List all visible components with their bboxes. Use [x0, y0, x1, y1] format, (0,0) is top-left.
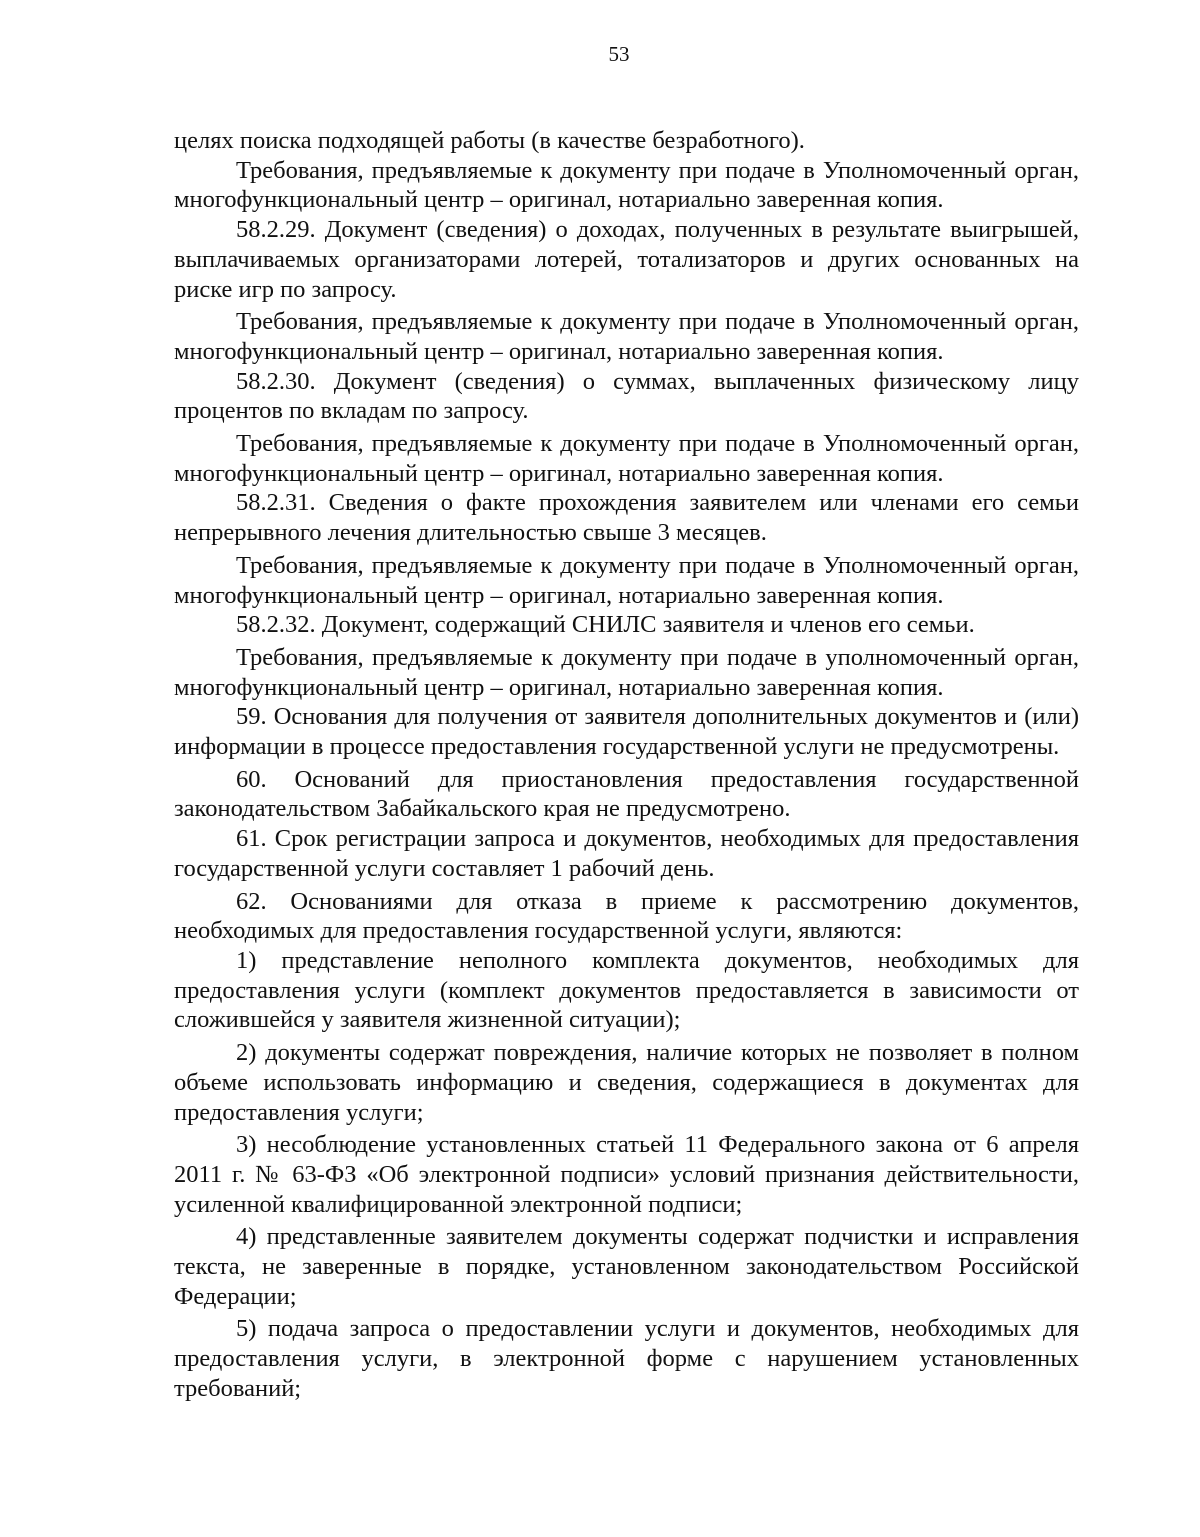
paragraph-requirements: Требования, предъявляемые к документу при подаче в уполномоченный орган, многофункциональный центр – оригинал, нотариально заверенная копия. [174, 643, 1079, 701]
paragraph-continuation: целях поиска подходящей работы (в качестве безработного). [174, 127, 805, 154]
paragraph-60: 60. Оснований для приостановления предоставления государственной законодательством Забайкальского края не предусмотрено. [174, 765, 1079, 823]
paragraph-58-2-30: 58.2.30. Документ (сведения) о суммах, выплаченных физическому лицу процентов по вкладам по запросу. [174, 367, 1079, 425]
list-item-4: 4) представленные заявителем документы содержат подчистки и исправления текста, не заверенные в порядке, установленном законодательством Российской Федерации; [174, 1223, 1079, 1310]
page-number: 53 [608, 42, 630, 66]
paragraph-62: 62. Основаниями для отказа в приеме к рассмотрению документов, необходимых для предоставления государственной услуги, являются: [174, 887, 1079, 945]
list-item-5: 5) подача запроса о предоставлении услуги и документов, необходимых для предоставления услуги, в электронной форме с нарушением установленных требований; [174, 1315, 1079, 1402]
document-body [174, 126, 1079, 1404]
paragraph-requirements: Требования, предъявляемые к документу при подаче в Уполномоченный орган, многофункциональный центр – оригинал, нотариально заверенная копия. [174, 430, 1079, 487]
list-item-1: 1) представление неполного комплекта документов, необходимых для предоставления услуги (комплект документов предоставляется в зависимости от сложившейся у заявителя жизненной ситуации); [174, 946, 1079, 1034]
paragraph-58-2-29: 58.2.29. Документ (сведения) о доходах, полученных в результате выигрышей, выплачиваемых организаторами лотерей, тотализаторов и других основанных на риске игр по запросу. [174, 216, 1079, 303]
list-item-2: 2) документы содержат повреждения, наличие которых не позволяет в полном объеме использовать информацию и сведения, содержащиеся в документах для предоставления услуги; [174, 1039, 1079, 1126]
paragraph-58-2-31: 58.2.31. Сведения о факте прохождения заявителем или членами его семьи непрерывного лечения длительностью свыше 3 месяцев. [174, 489, 1079, 547]
paragraph-58-2-32: 58.2.32. Документ, содержащий СНИЛС заявителя и членов его семьи. [236, 611, 975, 639]
paragraph-61: 61. Срок регистрации запроса и документов, необходимых для предоставления государственной услуги составляет 1 рабочий день. [174, 825, 1079, 882]
paragraph-requirements: Требования, предъявляемые к документу при подаче в Уполномоченный орган, многофункциональный центр – оригинал, нотариально заверенная копия. [174, 156, 1079, 214]
paragraph-requirements: Требования, предъявляемые к документу при подаче в Уполномоченный орган, многофункциональный центр – оригинал, нотариально заверенная копия. [174, 551, 1079, 609]
paragraph-59: 59. Основания для получения от заявителя дополнительных документов и (или) информации в процессе предоставления государственной услуги не предусмотрены. [174, 703, 1079, 761]
list-item-3: 3) несоблюдение установленных статьей 11 Федерального закона от 6 апреля 2011 г. № 63-ФЗ «Об электронной подписи» условий признания действительности, усиленной квалифицированной электронной подписи; [174, 1131, 1079, 1218]
paragraph-requirements: Требования, предъявляемые к документу при подаче в Уполномоченный орган, многофункциональный центр – оригинал, нотариально заверенная копия. [174, 308, 1079, 365]
